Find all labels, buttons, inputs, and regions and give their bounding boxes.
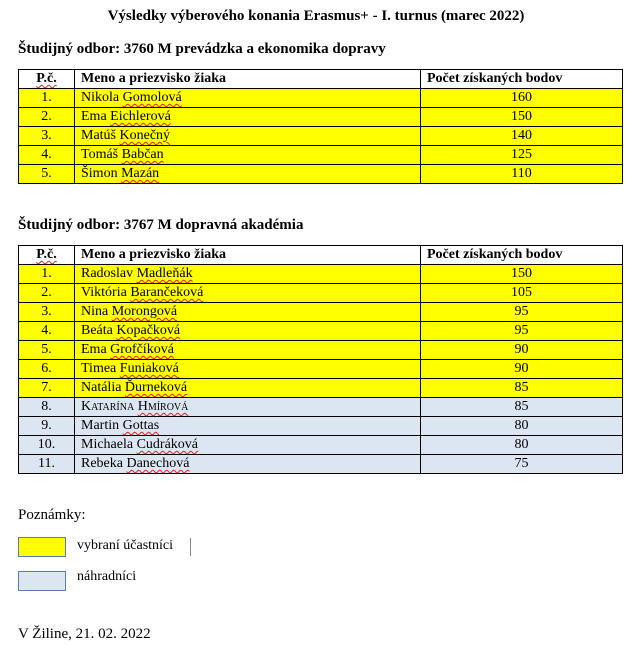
last-name: Cudráková [136, 437, 199, 452]
first-name: Matúš [81, 128, 116, 143]
points: 75 [421, 455, 623, 474]
first-name: Michaela [81, 437, 134, 452]
points: 80 [421, 417, 623, 436]
points: 105 [421, 284, 623, 303]
student-name [75, 165, 421, 184]
first-name: Nina [81, 304, 109, 319]
first-name: Viktória [81, 285, 127, 300]
first-name: Ema [81, 109, 107, 124]
points: 85 [421, 379, 623, 398]
legend-label-substitute: náhradníci [77, 569, 137, 584]
first-name: Natália [81, 380, 122, 395]
section-title-1: Študijný odbor: 3760 M prevádzka a ekonomika dopravy [18, 41, 386, 57]
results-table-1 [18, 69, 623, 184]
row-number: 3. [19, 303, 75, 322]
table-row [19, 360, 623, 379]
header-name: Meno a priezvisko žiaka [75, 246, 421, 265]
legend-swatch-selected [18, 537, 66, 557]
last-name: Konečný [119, 128, 171, 143]
last-name: Morongová [111, 304, 178, 319]
student-name [75, 127, 421, 146]
last-name: Grofčíková [110, 342, 174, 357]
table-row [19, 265, 623, 284]
first-name: Timea [81, 361, 117, 376]
row-number: 4. [19, 322, 75, 341]
student-name [75, 417, 421, 436]
table-header-row [19, 70, 623, 89]
student-name [75, 455, 421, 474]
table-row [19, 127, 623, 146]
place-date: V Žiline, 21. 02. 2022 [18, 626, 151, 642]
student-name [75, 108, 421, 127]
row-number: 5. [19, 165, 75, 184]
points: 140 [421, 127, 623, 146]
row-number: 11. [19, 455, 75, 474]
row-number: 1. [19, 265, 75, 284]
last-name: Madleňák [136, 266, 193, 281]
notes-label: Poznámky: [18, 507, 86, 523]
last-name: Gottas [122, 418, 160, 433]
section-title-2: Študijný odbor: 3767 M dopravná akadémia [18, 217, 304, 233]
first-name: Ema [81, 342, 107, 357]
student-name [75, 146, 421, 165]
header-points: Počet získaných bodov [421, 246, 623, 265]
last-name: Babčan [121, 147, 164, 162]
student-name [75, 379, 421, 398]
points: 125 [421, 146, 623, 165]
row-number: 5. [19, 341, 75, 360]
student-name [75, 284, 421, 303]
legend-swatch-substitute [18, 571, 66, 591]
points: 150 [421, 108, 623, 127]
row-number: 8. [19, 398, 75, 417]
last-name: Kopačková [116, 323, 181, 338]
row-number: 9. [19, 417, 75, 436]
last-name: Barančeková [130, 285, 204, 300]
points: 90 [421, 360, 623, 379]
first-name: Katarína [81, 399, 135, 414]
header-points: Počet získaných bodov [421, 70, 623, 89]
row-number: 10. [19, 436, 75, 455]
points: 160 [421, 89, 623, 108]
row-number: 4. [19, 146, 75, 165]
table-row [19, 284, 623, 303]
points: 80 [421, 436, 623, 455]
last-name: Mazán [121, 166, 160, 181]
row-number: 2. [19, 284, 75, 303]
last-name: Funiaková [119, 361, 179, 376]
header-no: P.č. [19, 246, 75, 265]
first-name: Radoslav [81, 266, 134, 281]
last-name: Danechová [126, 456, 190, 471]
student-name [75, 360, 421, 379]
first-name: Martin [81, 418, 120, 433]
points: 85 [421, 398, 623, 417]
student-name [75, 265, 421, 284]
table-row [19, 89, 623, 108]
points: 110 [421, 165, 623, 184]
table-row [19, 436, 623, 455]
table-row [19, 455, 623, 474]
row-number: 7. [19, 379, 75, 398]
table-row [19, 417, 623, 436]
results-table-2 [18, 245, 623, 474]
last-name: Ďurneková [124, 380, 188, 395]
student-name [75, 398, 421, 417]
row-number: 6. [19, 360, 75, 379]
student-name [75, 89, 421, 108]
table-row [19, 303, 623, 322]
points: 90 [421, 341, 623, 360]
header-name: Meno a priezvisko žiaka [75, 70, 421, 89]
text-cursor [190, 538, 191, 556]
table-row [19, 165, 623, 184]
first-name: Tomáš [81, 147, 119, 162]
points: 150 [421, 265, 623, 284]
points: 95 [421, 303, 623, 322]
header-no: P.č. [19, 70, 75, 89]
first-name: Šimon [81, 166, 118, 181]
table-row [19, 341, 623, 360]
student-name [75, 341, 421, 360]
last-name: Gomolová [122, 90, 182, 105]
table-row [19, 146, 623, 165]
table-row [19, 398, 623, 417]
document-title: Výsledky výberového konania Erasmus+ - I. turnus (marec 2022) [107, 8, 525, 24]
legend-label-selected: vybraní účastníci [77, 538, 174, 553]
table-header-row [19, 246, 623, 265]
last-name: Hmírová [137, 399, 189, 414]
table-row [19, 322, 623, 341]
student-name [75, 436, 421, 455]
student-name [75, 303, 421, 322]
last-name: Eichlerová [110, 109, 171, 124]
points: 95 [421, 322, 623, 341]
row-number: 3. [19, 127, 75, 146]
first-name: Nikola [81, 90, 120, 105]
first-name: Beáta [81, 323, 113, 338]
student-name [75, 322, 421, 341]
table-row [19, 379, 623, 398]
first-name: Rebeka [81, 456, 123, 471]
row-number: 2. [19, 108, 75, 127]
table-row [19, 108, 623, 127]
row-number: 1. [19, 89, 75, 108]
